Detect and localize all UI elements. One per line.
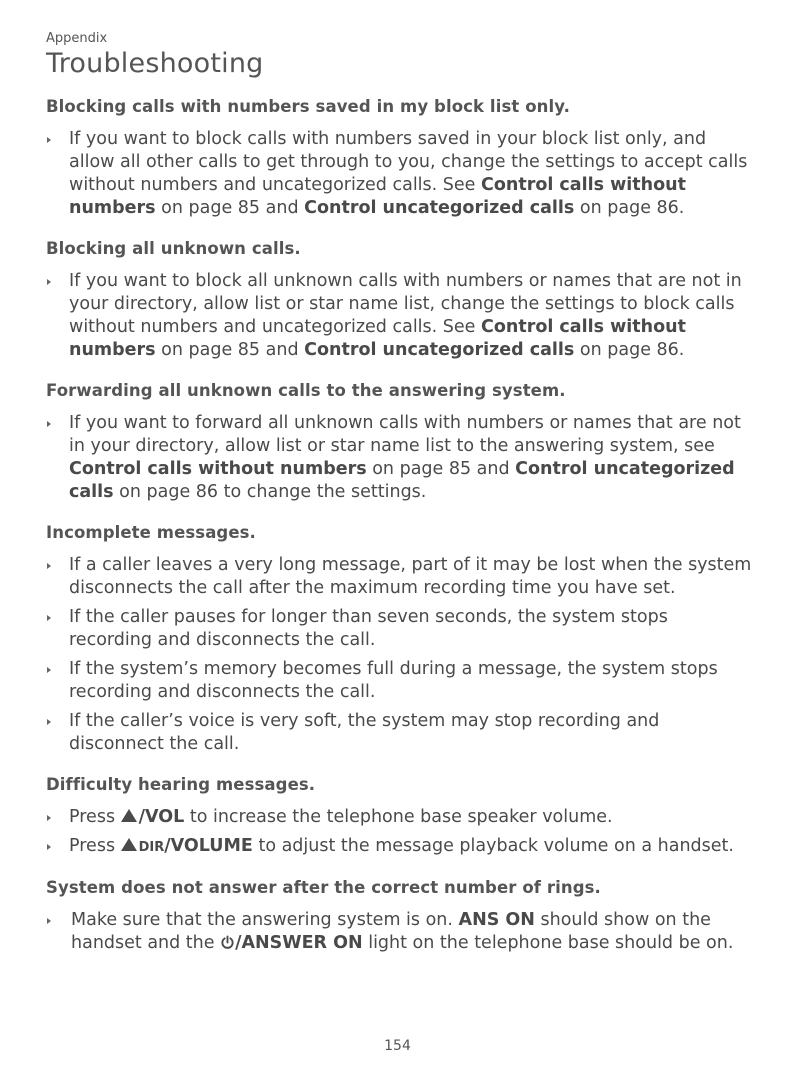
bullet-arrow-icon	[47, 615, 51, 621]
bullet-arrow-icon	[47, 815, 51, 821]
section-heading: Difficulty hearing messages.	[46, 775, 316, 794]
bullet-arrow-icon	[47, 918, 51, 924]
bullet-arrow-icon	[47, 279, 51, 285]
section-forwarding	[46, 380, 756, 504]
key-vol: /VOL	[138, 807, 185, 827]
link-control-calls-without-numbers: Control calls without numbers	[69, 175, 686, 218]
volume-up-icon	[121, 809, 137, 822]
section-difficulty-hearing	[46, 774, 756, 859]
list-item: Press DIR/VOLUME to adjust the message playback volume on a handset.	[46, 835, 756, 859]
bullet-arrow-icon	[47, 137, 51, 143]
ans-on-label: ANS ON	[458, 910, 535, 930]
section-heading: Incomplete messages.	[46, 523, 256, 542]
bullet-arrow-icon	[47, 563, 51, 569]
section-does-not-answer	[46, 877, 756, 955]
list-item: If the caller’s voice is very soft, the system may stop recording and disconnect the call.	[46, 710, 756, 756]
page-number: 154	[384, 1038, 411, 1054]
page-title: Troubleshooting	[46, 48, 264, 79]
list-item: If the system’s memory becomes full during a message, the system stops recording and disconnects the call.	[46, 658, 756, 704]
answer-on-label: /ANSWER ON	[235, 933, 363, 953]
link-control-calls-without-numbers: Control calls without numbers	[69, 459, 367, 479]
bullet-arrow-icon	[47, 719, 51, 725]
list-item: If you want to forward all unknown calls with numbers or names that are not in your directory, allow list or star name list to the answering system, see Control calls without numbers on page 85 and Control uncategorized calls on page 86 to change the settings.	[46, 412, 756, 504]
volume-up-icon	[121, 838, 137, 851]
section-block-list	[46, 96, 756, 220]
link-control-uncategorized-calls: Control uncategorized calls	[304, 198, 575, 218]
section-block-unknown	[46, 238, 756, 362]
section-incomplete-messages	[46, 522, 756, 756]
key-volume: /VOLUME	[164, 836, 253, 856]
section-heading: Blocking calls with numbers saved in my block list only.	[46, 97, 570, 116]
page-content	[46, 30, 756, 973]
list-item: If a caller leaves a very long message, part of it may be lost when the system disconnects the call after the maximum recording time you have set.	[46, 554, 756, 600]
power-icon	[220, 935, 235, 950]
link-control-uncategorized-calls: Control uncategorized calls	[69, 459, 735, 502]
section-heading: Blocking all unknown calls.	[46, 239, 301, 258]
section-label: Appendix	[46, 31, 108, 46]
list-item: If you want to block all unknown calls with numbers or names that are not in your directory, allow list or star name list, change the settings to block calls without numbers and uncategorized calls. See Control calls without numbers on page 85 and Control uncategorized calls on page 86.	[46, 270, 756, 362]
list-item: Make sure that the answering system is on. ANS ON should show on the handset and the /ANSWER ON light on the telephone base should be on.	[46, 909, 756, 955]
bullet-arrow-icon	[47, 421, 51, 427]
bullet-arrow-icon	[47, 844, 51, 850]
section-heading: System does not answer after the correct number of rings.	[46, 878, 601, 897]
link-control-uncategorized-calls: Control uncategorized calls	[304, 340, 575, 360]
bullet-arrow-icon	[47, 667, 51, 673]
list-item: If you want to block calls with numbers saved in your block list only, and allow all other calls to get through to you, change the settings to accept calls without numbers and uncategorized calls. See Control calls without numbers on page 85 and Control uncategorized calls on page 86.	[46, 128, 756, 220]
list-item: Press /VOL to increase the telephone base speaker volume.	[46, 806, 756, 829]
key-dir: DIR	[138, 840, 165, 855]
section-heading: Forwarding all unknown calls to the answering system.	[46, 381, 566, 400]
list-item: If the caller pauses for longer than seven seconds, the system stops recording and disconnects the call.	[46, 606, 756, 652]
link-control-calls-without-numbers: Control calls without numbers	[69, 317, 686, 360]
